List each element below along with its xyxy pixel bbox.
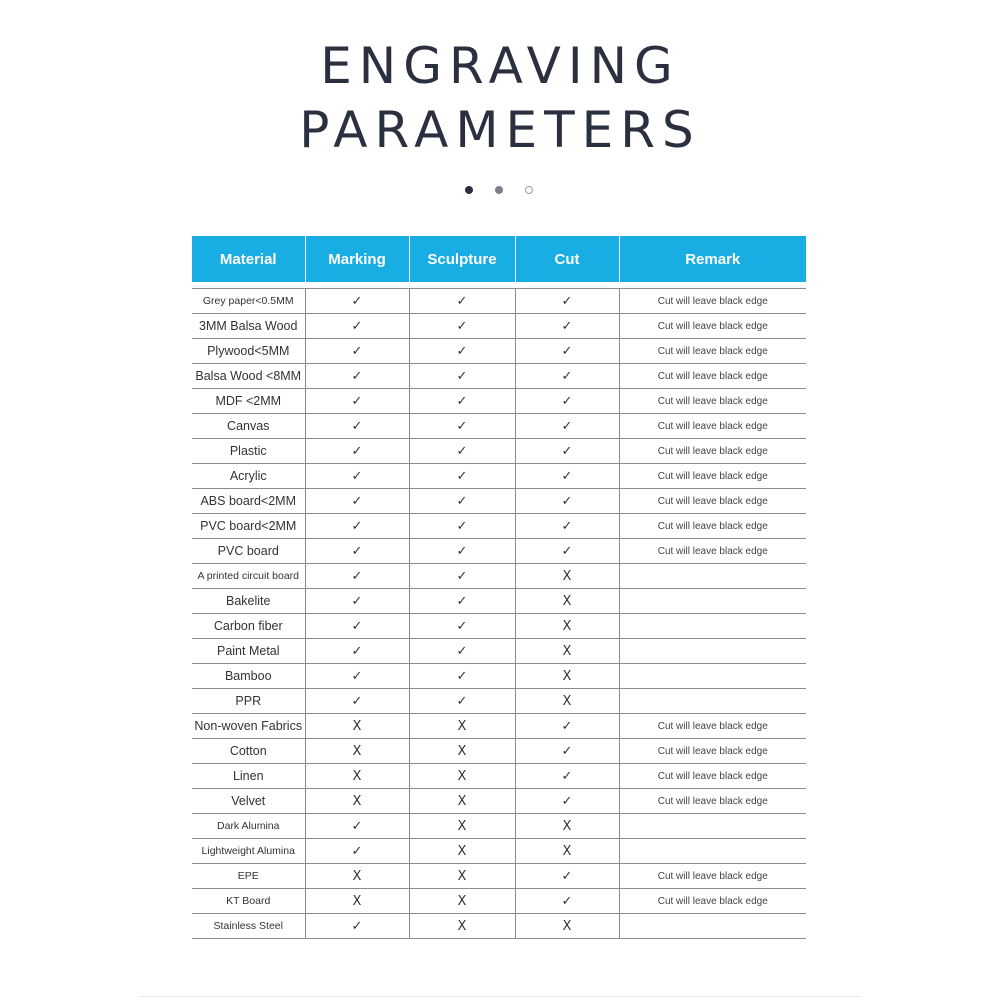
cell-marking: ✓ — [305, 314, 409, 339]
cell-remark: Cut will leave black edge — [619, 314, 806, 339]
cell-cut: ✓ — [515, 289, 619, 314]
cell-marking: ✓ — [305, 339, 409, 364]
cell-remark — [619, 614, 806, 639]
table-row — [192, 889, 806, 914]
cell-remark — [619, 589, 806, 614]
cell-material: Linen — [192, 764, 305, 789]
cell-material: Cotton — [192, 739, 305, 764]
cell-remark: Cut will leave black edge — [619, 339, 806, 364]
cell-sculpture: ✓ — [409, 339, 515, 364]
table-row — [192, 839, 806, 864]
cell-material: Balsa Wood <8MM — [192, 364, 305, 389]
table-row — [192, 339, 806, 364]
cell-material: Grey paper<0.5MM — [192, 289, 305, 314]
header-marking: Marking — [305, 236, 409, 282]
table-row — [192, 539, 806, 564]
cell-marking: ✓ — [305, 639, 409, 664]
cell-cut: ✓ — [515, 864, 619, 889]
cell-cut: X — [515, 589, 619, 614]
cell-material: Bamboo — [192, 664, 305, 689]
cell-sculpture: X — [409, 764, 515, 789]
cell-material: ABS board<2MM — [192, 489, 305, 514]
cell-material: PVC board<2MM — [192, 514, 305, 539]
cell-material: Velvet — [192, 789, 305, 814]
cell-cut: ✓ — [515, 489, 619, 514]
cell-marking: ✓ — [305, 439, 409, 464]
cell-remark: Cut will leave black edge — [619, 364, 806, 389]
cell-sculpture: ✓ — [409, 439, 515, 464]
cell-remark: Cut will leave black edge — [619, 439, 806, 464]
cell-cut: X — [515, 914, 619, 939]
cell-cut: X — [515, 839, 619, 864]
cell-marking: ✓ — [305, 464, 409, 489]
table-row — [192, 439, 806, 464]
cell-cut: X — [515, 614, 619, 639]
cell-remark: Cut will leave black edge — [619, 889, 806, 914]
header-cut: Cut — [515, 236, 619, 282]
cell-marking: ✓ — [305, 914, 409, 939]
cell-marking: ✓ — [305, 289, 409, 314]
cell-remark — [619, 914, 806, 939]
cell-material: MDF <2MM — [192, 389, 305, 414]
table-row — [192, 864, 806, 889]
cell-material: PPR — [192, 689, 305, 714]
table-row — [192, 664, 806, 689]
cell-marking: ✓ — [305, 664, 409, 689]
cell-sculpture: ✓ — [409, 364, 515, 389]
table-row — [192, 814, 806, 839]
cell-marking: ✓ — [305, 414, 409, 439]
cell-cut: ✓ — [515, 764, 619, 789]
table-row — [192, 739, 806, 764]
cell-cut: ✓ — [515, 739, 619, 764]
cell-remark: Cut will leave black edge — [619, 514, 806, 539]
cell-material: Acrylic — [192, 464, 305, 489]
cell-marking: ✓ — [305, 589, 409, 614]
table-body — [192, 289, 806, 939]
cell-remark — [619, 564, 806, 589]
page-title-line-1: ENGRAVING — [320, 37, 680, 95]
header-sculpture: Sculpture — [409, 236, 515, 282]
table-row — [192, 414, 806, 439]
cell-remark: Cut will leave black edge — [619, 389, 806, 414]
table-row — [192, 314, 806, 339]
cell-sculpture: ✓ — [409, 539, 515, 564]
cell-marking: ✓ — [305, 364, 409, 389]
cell-remark: Cut will leave black edge — [619, 864, 806, 889]
cell-remark: Cut will leave black edge — [619, 714, 806, 739]
cell-sculpture: X — [409, 714, 515, 739]
cell-marking: ✓ — [305, 489, 409, 514]
table-row — [192, 464, 806, 489]
table-row — [192, 364, 806, 389]
table-row — [192, 714, 806, 739]
cell-sculpture: ✓ — [409, 289, 515, 314]
cell-material: Bakelite — [192, 589, 305, 614]
cell-cut: ✓ — [515, 714, 619, 739]
cell-cut: ✓ — [515, 439, 619, 464]
cell-sculpture: X — [409, 739, 515, 764]
cell-material: EPE — [192, 864, 305, 889]
cell-sculpture: ✓ — [409, 314, 515, 339]
cell-marking: ✓ — [305, 839, 409, 864]
carousel-dot-2[interactable] — [495, 186, 503, 194]
carousel-dot-1[interactable] — [465, 186, 473, 194]
cell-marking: ✓ — [305, 564, 409, 589]
cell-material: Dark Alumina — [192, 814, 305, 839]
cell-material: Carbon fiber — [192, 614, 305, 639]
page-title-line-2: PARAMETERS — [299, 101, 701, 159]
cell-material: Plywood<5MM — [192, 339, 305, 364]
cell-marking: X — [305, 739, 409, 764]
cell-sculpture: X — [409, 914, 515, 939]
cell-material: Paint Metal — [192, 639, 305, 664]
table-row — [192, 689, 806, 714]
table-row — [192, 289, 806, 314]
cell-material: 3MM Balsa Wood — [192, 314, 305, 339]
cell-remark — [619, 814, 806, 839]
table-row — [192, 639, 806, 664]
cell-remark: Cut will leave black edge — [619, 489, 806, 514]
cell-remark — [619, 689, 806, 714]
bottom-divider — [140, 996, 860, 997]
cell-marking: ✓ — [305, 514, 409, 539]
cell-cut: X — [515, 639, 619, 664]
cell-marking: X — [305, 864, 409, 889]
cell-sculpture: X — [409, 789, 515, 814]
cell-material: A printed circuit board — [192, 564, 305, 589]
cell-remark — [619, 639, 806, 664]
cell-marking: X — [305, 764, 409, 789]
cell-material: PVC board — [192, 539, 305, 564]
cell-cut: ✓ — [515, 389, 619, 414]
table-row — [192, 614, 806, 639]
cell-marking: X — [305, 789, 409, 814]
carousel-dot-3[interactable] — [525, 186, 533, 194]
cell-sculpture: ✓ — [409, 589, 515, 614]
cell-sculpture: X — [409, 814, 515, 839]
cell-material: Plastic — [192, 439, 305, 464]
cell-marking: ✓ — [305, 614, 409, 639]
cell-remark: Cut will leave black edge — [619, 764, 806, 789]
cell-sculpture: ✓ — [409, 489, 515, 514]
table-row — [192, 564, 806, 589]
cell-marking: ✓ — [305, 814, 409, 839]
cell-cut: X — [515, 689, 619, 714]
header-material: Material — [192, 236, 305, 282]
cell-sculpture: ✓ — [409, 514, 515, 539]
cell-cut: X — [515, 814, 619, 839]
cell-sculpture: ✓ — [409, 564, 515, 589]
header-remark: Remark — [619, 236, 806, 282]
cell-remark: Cut will leave black edge — [619, 464, 806, 489]
cell-sculpture: X — [409, 889, 515, 914]
cell-marking: X — [305, 714, 409, 739]
cell-marking: ✓ — [305, 689, 409, 714]
cell-material: Lightweight Alumina — [192, 839, 305, 864]
cell-marking: ✓ — [305, 539, 409, 564]
cell-remark: Cut will leave black edge — [619, 289, 806, 314]
cell-cut: ✓ — [515, 539, 619, 564]
table-row — [192, 514, 806, 539]
cell-sculpture: ✓ — [409, 389, 515, 414]
cell-sculpture: ✓ — [409, 689, 515, 714]
table-row — [192, 589, 806, 614]
cell-sculpture: X — [409, 864, 515, 889]
cell-sculpture: ✓ — [409, 639, 515, 664]
cell-remark: Cut will leave black edge — [619, 414, 806, 439]
table-row — [192, 764, 806, 789]
cell-marking: X — [305, 889, 409, 914]
cell-cut: X — [515, 564, 619, 589]
cell-remark: Cut will leave black edge — [619, 739, 806, 764]
cell-material: Non-woven Fabrics — [192, 714, 305, 739]
cell-cut: ✓ — [515, 514, 619, 539]
cell-sculpture: ✓ — [409, 414, 515, 439]
cell-cut: ✓ — [515, 314, 619, 339]
cell-material: KT Board — [192, 889, 305, 914]
cell-remark — [619, 839, 806, 864]
cell-remark — [619, 664, 806, 689]
cell-material: Canvas — [192, 414, 305, 439]
cell-cut: ✓ — [515, 789, 619, 814]
cell-sculpture: ✓ — [409, 614, 515, 639]
cell-sculpture: X — [409, 839, 515, 864]
cell-marking: ✓ — [305, 389, 409, 414]
table-row — [192, 914, 806, 939]
table-row — [192, 389, 806, 414]
cell-cut: ✓ — [515, 414, 619, 439]
cell-cut: ✓ — [515, 364, 619, 389]
cell-material: Stainless Steel — [192, 914, 305, 939]
cell-cut: ✓ — [515, 464, 619, 489]
table-row — [192, 789, 806, 814]
cell-cut: ✓ — [515, 889, 619, 914]
table-row — [192, 489, 806, 514]
cell-sculpture: ✓ — [409, 464, 515, 489]
cell-remark: Cut will leave black edge — [619, 789, 806, 814]
cell-cut: X — [515, 664, 619, 689]
cell-cut: ✓ — [515, 339, 619, 364]
cell-remark: Cut will leave black edge — [619, 539, 806, 564]
engraving-parameters-table — [192, 236, 806, 939]
table-header-row — [192, 236, 806, 282]
carousel-indicator — [0, 186, 1000, 196]
cell-sculpture: ✓ — [409, 664, 515, 689]
